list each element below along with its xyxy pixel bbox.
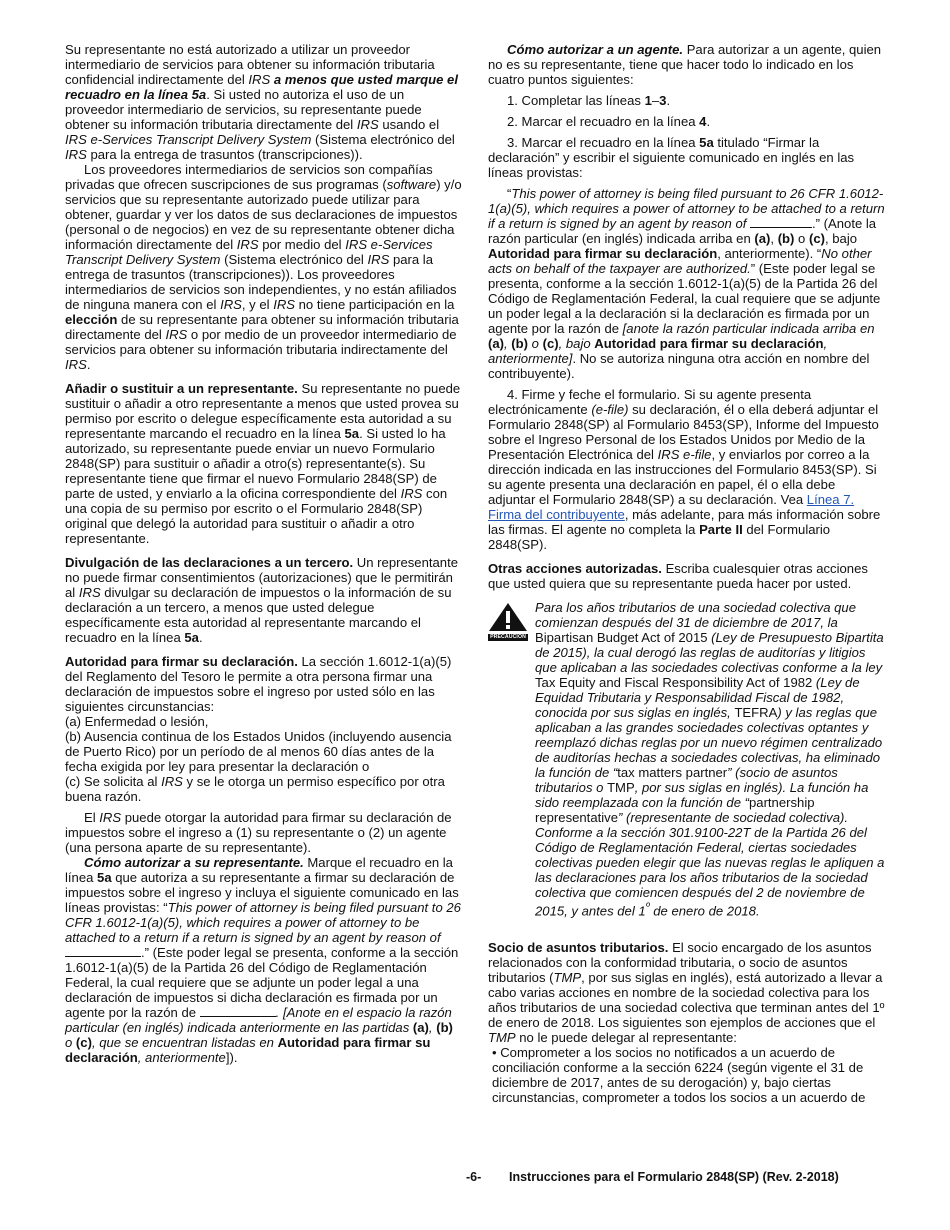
caution-label: PRECAUCIÓN [488,634,528,641]
fill-in-blank [200,1005,276,1017]
section-heading: Otras acciones autorizadas. [488,561,662,576]
section-heading: Cómo autorizar a un agente. [507,42,684,57]
section-heading: Divulgación de las declaraciones a un tercero. [65,555,354,570]
step-1: 1. Completar las líneas 1–3. [507,93,671,108]
link-line-7-signature[interactable]: Línea 7. Firma del contribuyente [488,492,855,522]
section-disclosure-third-party: Divulgación de las declaraciones a un tercero. Un representante no puede firmar consentimientos (autorizaciones) que le permitirán al IRS divulgar su declaración de impuestos o la información de su declaración a un tercero, a menos que usted delegue específicamente esta autoridad al representante marcando el recuadro en la línea 5a. [65,555,458,645]
section-tax-matters-partner: Socio de asuntos tributarios. El socio encargado de los asuntos relacionados con la conformidad tributaria, o socio de asuntos tributarios (TMP, por sus siglas en inglés), está autorizado a llevar a cabo varias acciones en nombre de la sociedad colectiva para los años tributarios de una sociedad colectiva que terminan antes del 1º de enero de 2018. Los siguientes son ejemplos de acciones que el TMP no le puede delegar al representante: [488,940,885,1046]
section-add-substitute-representative: Añadir o sustituir a un representante. Su representante no puede sustituir o añadir a otro representante a menos que usted provea su permiso por escrito o delegue específicamente esta autoridad a su representante marcando el recuadro en la línea 5a. Si usted lo ha autorizado, su representante puede enviar un nuevo Formulario 2848(SP) para sustituir o añadir a otro(s) representante(s). Su representante tiene que firmar el nuevo Formulario 2848(SP) de parte de usted, y enviarlo a la oficina correspondiente del IRS con una copia de su permiso por escrito o el Formulario 2848(SP) original que delegó la autoridad para sustituir o añadir a otro representante. [65,381,461,546]
section-authority-to-sign: Autoridad para firmar su declaración. La sección 1.6012-1(a)(5) del Reglamento del Tesoro le permite a otra persona firmar una declaración de impuestos sobre el ingreso por usted sólo en las siguientes circunstancias: [65,654,452,714]
section-heading: Socio de asuntos tributarios. [488,940,669,956]
paragraph-service-providers: Los proveedores intermediarios de servicios son compañías privadas que ofrecen suscripciones de sus programas (software) y/o servicios que su representante autorizado puede utilizar para obtener, guardar y ver los datos de sus declaraciones de impuestos (personal o de negocios) en vez de su representante obtener dicha información directamente del IRS por medio del IRS e-Services Transcript Delivery System (Sistema electrónico del IRS para la entrega de trasuntos (transcripciones)). Los proveedores intermediarios de servicios son independientes, y no están afiliados de ninguna manera con el IRS, y el IRS no tiene participación en la elección de su representante para obtener su información tributaria directamente del IRS o por medio de un proveedor intermediario de servicios para obtener su información tributaria indirectamente del IRS. [65,162,462,372]
caution-note: PRECAUCIÓN Para los años tributarios de una sociedad colectiva que comienzan después del 31 de diciembre de 2017, la Bipartisan Budget Act of 2015 (Ley de Presupuesto Bipartita de 2015), la cual derogó las reglas de auditorías y litigios que aplicaban a las sociedades colectivas conforme a la ley Tax Equity and Fiscal Responsibility Act of 1982 (Ley de Equidad Tributaria y Responsabilidad Fiscal de 1982, conocida por sus siglas en inglés, TEFRA) y las reglas que aplicaban a las grandes sociedades colectivas optantes y reemplazó dichas reglas por un nuevo régimen centralizado de auditorías hechas a sociedades colectivas, ha eliminado la función de “tax matters partner” (socio de asuntos tributarios o TMP, por sus siglas en inglés). La función ha sido reemplazada con la función de “partnership representative” (representante de sociedad colectiva). Conforme a la sección 301.9100-22T de la Partida 26 del Código de Reglamentación Federal, ciertas sociedades colectivas pueden elegir que las nuevas reglas le apliquen a las declaraciones para los años tributarios de la sociedad colectiva que comiencen después del 2 de noviembre de 2015, y antes del $1^º$ de enero de 2018. [488,600,885,918]
section-other-authorized-acts: Otras acciones autorizadas. Escriba cualesquier otras acciones que usted quiera que su representante pueda hacer por usted. [488,561,868,591]
caution-icon [488,602,528,641]
paragraph-third-party-provider: Su representante no está autorizado a utilizar un proveedor intermediario de servicios para obtener su información tributaria confidencial indirectamente del IRS a menos que usted marque el recuadro en la línea 5a. Si usted no autoriza el uso de un proveedor intermediario de servicios, su representante puede obtener su información tributaria directamente del IRS usando el IRS e-Services Transcript Delivery System (Sistema electrónico del IRS para la entrega de trasuntos (transcripciones)). [65,42,458,162]
fill-in-blank [750,216,812,228]
section-authorize-agent: Cómo autorizar a un agente. Para autorizar a un agente, quien no es su representante, tiene que hacer todo lo indicado en los cuatro puntos siguientes: [488,42,882,87]
section-authorize-representative: Cómo autorizar a su representante. Marque el recuadro en la línea 5a que autoriza a su representante a firmar su declaración de impuestos sobre el ingreso y incluya el siguiente comunicado en las líneas provistas: “This power of attorney is being filed pursuant to 26 CFR 1.6012-1(a)(5), which requires a power of attorney to be attached to a return if a return is signed by an agent by reason of .” (Este poder legal se presenta, conforme a la sección 1.6012-1(a)(5) de la Partida 26 del Código de Reglamentación Federal, la cual requiere que se adjunte un poder legal a una declaración de impuestos si dicha declaración es firmada por un agente por la razón de . [Anote en el espacio la razón particular (en inglés) indicada anteriormente en las partidas (a), (b) o (c), que se encuentran listadas en Autoridad para firmar su declaración, anteriormente]). [65,855,461,1065]
step-3: 3. Marcar el recuadro en la línea 5a titulado “Firmar la declaración” y escribir el siguiente comunicado en inglés en las líneas provistas: [488,135,855,180]
footer-title: Instrucciones para el Formulario 2848(SP) (Rev. 2-2018) [509,1170,839,1184]
step-2: 2. Marcar el recuadro en la línea 4. [507,114,711,129]
bullet-item: • Comprometer a los socios no notificados a un acuerdo de conciliación conforme a la sección 6224 (según vigente el 31 de diciembre de 2017, antes de su derogación) y, bajo ciertas circunstancias, comprometer a todos los socios a un acuerdo de [492,1045,866,1106]
section-heading: Cómo autorizar a su representante. [84,855,304,870]
fill-in-blank [65,945,141,957]
list-item: (c) Se solicita al IRS y se le otorga un permiso específico por otra buena razón. [65,774,445,804]
step-4: 4. Firme y feche el formulario. Si su agente presenta electrónicamente (e-file) su declaración, él o ella deberá adjuntar el Formulario 2848(SP) al Formulario 8453(SP), Informe del Impuesto sobre el Ingreso Personal de los Estados Unidos por Medio de la Presentación Electrónica del IRS e-file, y enviarlos por correo a la dirección indicada en las instrucciones del Formulario 8453(SP). Si su agente presenta una declaración en papel, él o ella debe adjuntar el Formulario 2848(SP) a su declaración. Vea Línea 7. Firma del contribuyente, más adelante, para más información sobre las firmas. El agente no completa la Parte II del Formulario 2848(SP). [488,387,881,552]
agent-statement-quote: “This power of attorney is being filed pursuant to 26 CFR 1.6012-1(a)(5), which requires a power of attorney to be attached to a return if a return is signed by an agent by reason of .” (Anote la razón particular (en inglés) indicada arriba en (a), (b) o (c), bajo Autoridad para firmar su declaración, anteriormente). “No other acts on behalf of the taxpayer are authorized.” (Este poder legal se presenta, conforme a la sección 1.6012-1(a)(5) de la Partida 26 del Código de Reglamentación Federal, la cual requiere que se adjunte un poder legal a la declaración si la declaración es firmada por un agente por la razón de [anote la razón particular indicada arriba en (a), (b) o (c), bajo Autoridad para firmar su declaración, anteriormente]. No se autoriza ninguna otra acción en nombre del contribuyente). [488,186,885,381]
list-item: (b) Ausencia continua de los Estados Unidos (incluyendo ausencia de Puerto Rico) por un período de al menos 60 días antes de la fecha exigida por ley para presentar la declaración o [65,729,452,774]
left-column [65,42,462,1065]
list-item: (a) Enfermedad o lesión, [65,714,209,729]
right-column [488,42,885,1105]
paragraph-irs-grant: El IRS puede otorgar la autoridad para firmar su declaración de impuestos sobre el ingreso a (1) su representante o (2) un agente (una persona aparte de su representante). [65,810,452,855]
page-number: -6- [466,1170,482,1184]
section-heading: Autoridad para firmar su declaración. [65,654,298,669]
section-heading: Añadir o sustituir a un representante. [65,381,298,396]
